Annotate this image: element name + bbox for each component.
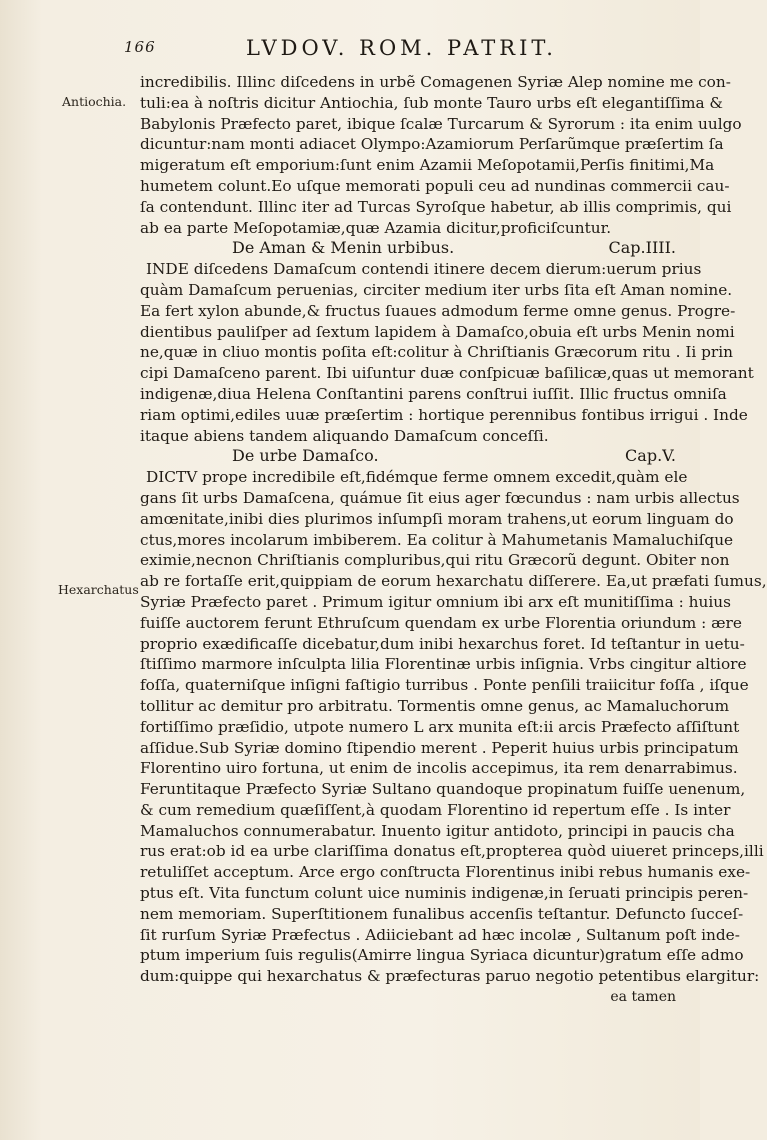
- text-line: Mamaluchos connumerabatur. Inuento igitur antidoto, principi in paucis cha: [140, 821, 735, 840]
- text-line: rus erat:ob id ea urbe clariſſima donatus eſt,propterea quòd uiueret princeps,illi: [140, 842, 764, 861]
- text-line: quàm Damaſcum peruenias, circiter medium iter urbs ſita eſt Aman nomine.: [140, 280, 733, 299]
- text-line: indigenæ,diua Helena Conſtantini parens conſtrui iuſſit. Illic fructus omniſa: [140, 384, 727, 403]
- text-line: & cum remedium quæſiſſent,à quodam Florentino id repertum eſſe . Is inter: [140, 800, 731, 819]
- text-line: ab re fortaſſe erit,quippiam de eorum hexarchatu diſſerere. Ea,ut præfati ſumus,: [140, 572, 767, 591]
- chapter-heading: [140, 238, 682, 259]
- running-head: LVDOV. ROM. PATRIT.: [246, 36, 557, 60]
- chapter-title: De Aman & Menin urbibus.: [232, 238, 455, 258]
- text-line: proprio exædificaſſe dicebatur,dum inibi hexarchus foret. Id teſtantur in uetu-: [140, 634, 745, 653]
- text-line: ctus,mores incolarum imbiberem. Ea colitur à Mahumetanis Mamaluchiſque: [140, 530, 734, 549]
- catchword: ea tamen: [610, 989, 676, 1006]
- text-line: ſa contendunt. Illinc iter ad Turcas Syroſque habetur, ab illis comprimis, qui: [140, 197, 732, 216]
- text-line: ptus eſt. Vita functum colunt uice numinis indigenæ,in ſeruati principis peren-: [140, 884, 749, 903]
- text-line: migeratum eſt emporium:ſunt enim Azamii Meſopotamii,Perſis finitimi,Ma: [140, 156, 715, 175]
- text-line: ſtiſſimo marmore inſculpta lilia Florentinæ urbis inſignia. Vrbs cingitur altiore: [140, 655, 747, 674]
- text-line: tollitur ac demitur pro arbitratu. Tormentis omne genus, ac Mamaluchorum: [140, 696, 730, 715]
- chapter-title: De urbe Damaſco.: [232, 446, 379, 466]
- text-line: Feruntitaque Præfecto Syriæ Sultano quandoque propinatum fuiſſe uenenum,: [140, 780, 746, 799]
- chapter-number: Cap.V.: [625, 446, 676, 466]
- text-line: foſſa, quaterniſque inſigni faſtigio turribus . Ponte penſili traiicitur foſſa , iſque: [140, 676, 749, 695]
- text-line: tuli:ea à noſtris dicitur Antiochia, ſub monte Tauro urbs eſt elegantiſſima &: [140, 93, 724, 112]
- text-line: dicuntur:nam monti adiacet Olympo:Azamiorum Perſarũmque præſertim ſa: [140, 135, 724, 154]
- marginal-note-antiochia: Antiochia.: [62, 94, 127, 109]
- text-line: eximie,necnon Chriſtianis compluribus,qui ritu Græcorũ degunt. Obiter non: [140, 551, 730, 570]
- text-line: dientibus pauliſper ad ſextum lapidem à Damaſco,obuia eſt urbs Menin nomi: [140, 322, 735, 341]
- text-line: gans ſit urbs Damaſcena, quámue ſit eius ager fœcundus : nam urbis allectus: [140, 488, 740, 507]
- text-line: cipi Damaſceno parent. Ibi uiſuntur duæ conſpicuæ baſilicæ,quas ut memorant: [140, 364, 754, 383]
- text-line: itaque abiens tandem aliquando Damaſcum conceſſi.: [140, 426, 549, 445]
- text-line: ne,quæ in cliuo montis poſita eſt:colitur à Chriſtianis Græcorum ritu . Ii prin: [140, 343, 733, 362]
- text-line: dum:quippe qui hexarchatus & præfecturas paruo negotio petentibus elargitur:: [140, 967, 760, 986]
- text-line: aſſidue.Sub Syriæ domino ſtipendio merent . Peperit huius urbis principatum: [140, 738, 739, 757]
- chapter-number: Cap.IIII.: [608, 238, 676, 258]
- text-line: humetem colunt.Eo uſque memorati populi ceu ad nundinas commercii cau-: [140, 176, 730, 195]
- page-number: 166: [124, 38, 156, 56]
- text-line: Babylonis Præfecto paret, ibique ſcalæ Turcarum & Syrorum : ita enim uulgo: [140, 114, 742, 133]
- text-line: amœnitate,inibi dies plurimos inſumpſi moram trahens,ut eorum linguam do: [140, 509, 734, 528]
- body-text: [140, 72, 767, 1008]
- text-line: Ea fert xylon abunde,& fructus ſuaues admodum ferme omne genus. Progre-: [140, 301, 736, 320]
- text-line: retuliſſet acceptum. Arce ergo conſtructa Florentinus inibi rebus humanis exe-: [140, 863, 751, 882]
- text-line: ptum imperium ſuis regulis(Amirre lingua Syriaca dicuntur)gratum eſſe admo: [140, 946, 744, 965]
- text-line: Syriæ Præfecto paret . Primum igitur omnium ibi arx eſt munitiſſima : huius: [140, 592, 731, 611]
- text-line: DICTV prope incredibile eſt,fidémque ferme omnem excedit,quàm ele: [146, 468, 688, 487]
- text-line: fortiſſimo præſidio, utpote numero L arx munita eſt:ii arcis Præfecto aſſiſtunt: [140, 717, 740, 736]
- text-line: nem memoriam. Superſtitionem funalibus accenſis teſtantur. Defuncto ſucceſ-: [140, 904, 744, 923]
- text-line: Florentino uiro fortuna, ut enim de incolis accepimus, ita rem denarrabimus.: [140, 759, 738, 778]
- marginal-note-hexarchatus: Hexarchatus: [58, 582, 139, 597]
- text-line: INDE diſcedens Damaſcum contendi itinere decem dierum:uerum prius: [146, 260, 702, 279]
- chapter-heading: [140, 446, 682, 467]
- text-line: incredibilis. Illinc diſcedens in urbẽ Comagenen Syriæ Alep nomine me con-: [140, 73, 731, 91]
- text-line: fuiſſe auctorem ferunt Ethruſcum quendam ex urbe Florentia oriundum : ære: [140, 613, 742, 632]
- page-header: [124, 36, 642, 66]
- text-line: riam optimi,ediles uuæ præſertim : hortique perennibus fontibus irrigui . Inde: [140, 405, 748, 424]
- text-line: ſit rurſum Syriæ Præfectus . Adiiciebant ad hæc incolæ , Sultanum poſt inde-: [140, 925, 740, 944]
- text-line: ab ea parte Meſopotamiæ,quæ Azamia dicitur,proficiſcuntur.: [140, 218, 612, 237]
